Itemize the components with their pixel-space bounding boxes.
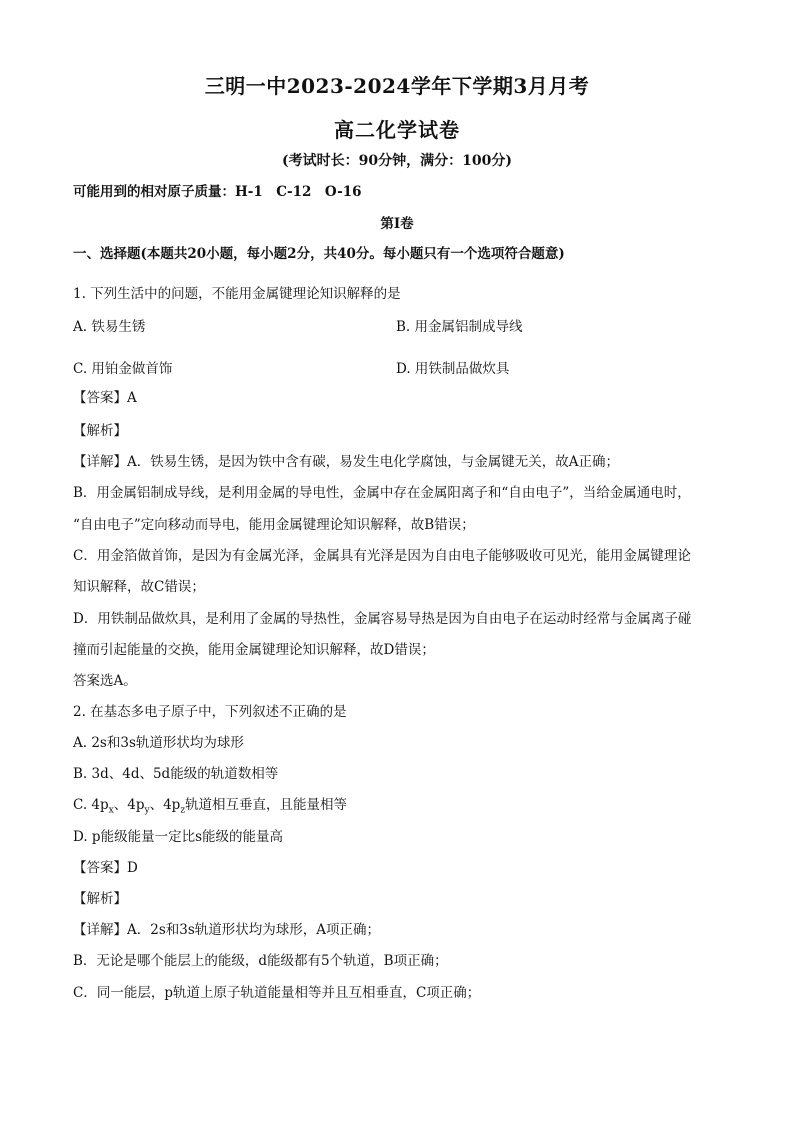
q1-option-c: C. 用铂金做首饰	[73, 361, 173, 377]
q2-option-c-sep-1: 、4p	[113, 797, 145, 813]
q2-option-d: D. p能级能量一定比s能级的能量高	[73, 829, 283, 845]
q1-detail-a: 【详解】A．铁易生锈，是因为铁中含有碳，易发生电化学腐蚀，与金属键无关，故A正确；	[73, 454, 619, 470]
subscript-y: y	[144, 805, 150, 816]
atomic-mass-line: 可能用到的相对原子质量：H-1 C-12 O-16	[73, 184, 362, 200]
q2-detail-c: C．同一能层，p轨道上原子轨道能量相等并且互相垂直，C项正确；	[73, 985, 481, 1001]
q1-detail-c-1: C．用金箔做首饰，是因为有金属光泽，金属具有光泽是因为自由电子能够吸收可见光，能用金属键理论	[73, 548, 691, 564]
subscript-z: z	[180, 805, 186, 816]
q1-analysis-label: 【解析】	[73, 423, 127, 439]
q2-option-a: A. 2s和3s轨道形状均为球形	[73, 735, 244, 751]
q2-detail-a: 【详解】A．2s和3s轨道形状均为球形，A项正确；	[73, 922, 381, 938]
q2-analysis-label: 【解析】	[73, 891, 127, 907]
q1-answer: 【答案】A	[73, 390, 137, 406]
subscript-x: x	[108, 805, 114, 816]
q1-option-b: B. 用金属铝制成导线	[396, 319, 523, 335]
q1-stem: 1. 下列生活中的问题，不能用金属键理论知识解释的是	[73, 286, 401, 302]
q1-detail-d-2: 撞而引起能量的交换，能用金属键理论知识解释，故D错误；	[73, 642, 435, 658]
q1-detail-c-2: 知识解释，故C错误；	[73, 579, 205, 595]
q2-detail-b: B．无论是哪个能层上的能级，d能级都有5个轨道，B项正确；	[73, 953, 448, 969]
q1-detail-b-2: “自由电子”定向移动而导电，能用金属键理论知识解释，故B错误；	[73, 517, 475, 533]
q1-detail-b-1: B．用金属铝制成导线，是利用金属的导电性，金属中存在金属阳离子和“自由电子”，当给金属通电时，	[73, 485, 691, 501]
q2-option-c-sep-2: 、4p	[149, 797, 181, 813]
q2-answer: 【答案】D	[73, 860, 138, 876]
part-one-heading: 一、选择题(本题共20小题，每小题2分，共40分。每小题只有一个选项符合题意)	[73, 246, 565, 262]
exam-subtitle: 高二化学试卷	[334, 118, 460, 142]
q1-option-d: D. 用铁制品做炊具	[396, 361, 510, 377]
q2-option-b: B. 3d、4d、5d能级的轨道数相等	[73, 766, 279, 782]
q2-option-c-suffix: 轨道相互垂直，且能量相等	[185, 797, 348, 813]
q2-stem: 2. 在基态多电子原子中，下列叙述不正确的是	[73, 704, 347, 720]
q1-detail-d-1: D．用铁制品做炊具，是利用了金属的导热性，金属容易导热是因为自由电子在运动时经常与金属离子碰	[73, 611, 692, 627]
q1-conclusion: 答案选A。	[73, 673, 137, 689]
q1-option-a: A. 铁易生锈	[73, 319, 146, 335]
section-heading: 第Ⅰ卷	[380, 216, 414, 232]
exam-title: 三明一中2023-2024学年下学期3月月考	[204, 74, 590, 98]
exam-duration-info: (考试时长：90分钟，满分：100分)	[282, 153, 512, 169]
q2-option-c-prefix: C. 4p	[73, 797, 109, 813]
q2-option-c	[73, 796, 347, 820]
